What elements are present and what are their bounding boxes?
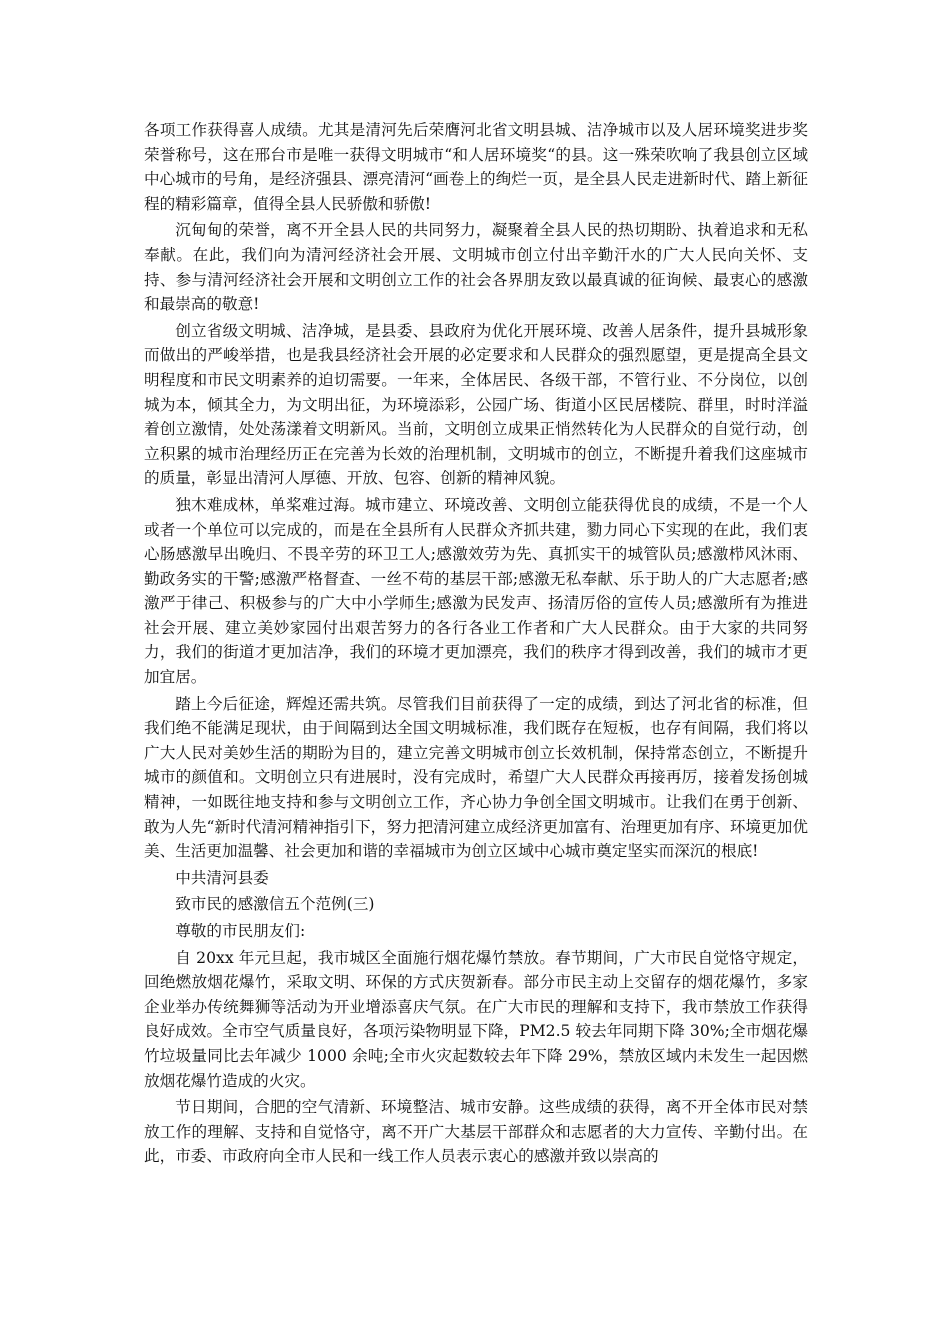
section-title: 致市民的感激信五个范例(三) <box>175 895 375 914</box>
salutation: 尊敬的市民朋友们: <box>175 922 306 940</box>
body-paragraph-4: 独木难成林，单桨难过海。城市建立、环境改善、文明创立能获得优良的成绩，不是一个人或者一个单位可以完成的，而是在全县所有人民群众齐抓共建，勠力同心下实现的在此，我们衷心肠感激早出晚归、不畏辛劳的环卫工人;感激效劳为先、真抓实干的城管队员;感激栉风沐雨、勤政务实的干警;感激严格督查、一丝不苟的基层干部;感激无私奉献、乐于助人的广大志愿者;感激严于律己、积极参与的广大中小学师生;感激为民发声、扬清厉俗的宣传人员;感激所有为推进社会开展、建立美妙家园付出艰苦努力的各行各业工作者和广大人民群众。由于大家的共同努力，我们的街道才更加洁净，我们的环境才更加漂亮，我们的秩序才得到改善，我们的城市才更加宜居。 <box>144 495 808 687</box>
document-page <box>144 118 808 1171</box>
body-paragraph-3: 创立省级文明城、洁净城，是县委、县政府为优化开展环境、改善人居条件，提升县城形象而做出的严峻举措，也是我县经济社会开展的必定要求和人民群众的强烈愿望，更是提高全县文明程度和市民文明素养的迫切需要。一年来，全体居民、各级干部，不管行业、不分岗位，以创城为本，倾其全力，为文明出征，为环境添彩，公园广场、街道小区民居楼院、群里，时时洋溢着创立激情，处处荡漾着文明新风。当前，文明创立成果正悄然转化为人民群众的自觉行动，创立积累的城市治理经历正在完善为长效的治理机制，文明城市的创立，不断提升着我们这座城市的质量，彰显出清河人厚德、开放、包容、创新的精神风貌。 <box>144 321 808 488</box>
signature: 中共清河县委 <box>175 868 269 887</box>
body-paragraph-2: 沉甸甸的荣誉，离不开全县人民的共同努力，凝聚着全县人民的热切期盼、执着追求和无私奉献。在此，我们向为清河经济社会开展、文明城市创立付出辛勤汗水的广大人民向关怀、支持、参与清河经济社会开展和文明创立工作的社会各界朋友致以最真诚的征询候、最衷心的感激和最崇高的敬意! <box>144 221 808 314</box>
body-paragraph-5: 踏上今后征途，辉煌还需共筑。尽管我们目前获得了一定的成绩，到达了河北省的标准，但我们绝不能满足现状，由于间隔到达全国文明城标准，我们既存在短板，也存有间隔，我们将以广大人民对美妙生活的期盼为目的，建立完善文明城市创立长效机制，保持常态创立，不断提升城市的颜值和。文明创立只有进展时，没有完成时，希望广大人民群众再接再厉，接着发扬创城精神，一如既往地支持和参与文明创立工作，齐心协力争创全国文明城市。让我们在勇于创新、敢为人先“新时代清河精神指引下，努力把清河建立成经济更加富有、治理更加有序、环境更加优美、生活更加温馨、社会更加和谐的幸福城市为创立区域中心城市奠定坚实而深沉的根底! <box>144 694 808 861</box>
body-paragraph-7: 节日期间，合肥的空气清新、环境整洁、城市安静。这些成绩的获得，离不开全体市民对禁放工作的理解、支持和自觉恪守，离不开广大基层干部群众和志愿者的大力宣传、辛勤付出。在此，市委、市政府向全市人民和一线工作人员表示衷心的感激并致以崇高的 <box>144 1098 808 1166</box>
body-paragraph-6: 自 20xx 年元旦起，我市城区全面施行烟花爆竹禁放。春节期间，广大市民自觉恪守规定，回绝燃放烟花爆竹，采取文明、环保的方式庆贺新春。部分市民主动上交留存的烟花爆竹，多家企业举办传统舞狮等活动为开业增添喜庆气氛。在广大市民的理解和支持下，我市禁放工作获得良好成效。全市空气质量良好，各项污染物明显下降，PM2.5 较去年同期下降 30%;全市烟花爆竹垃圾量同比去年减少 1000 余吨;全市火灾起数较去年下降 29%，禁放区域内未发生一起因燃放烟花爆竹造成的火灾。 <box>144 948 808 1090</box>
body-paragraph-1: 各项工作获得喜人成绩。尤其是清河先后荣膺河北省文明县城、洁净城市以及人居环境奖进步奖荣誉称号，这在邢台市是唯一获得文明城市“和人居环境奖“的县。这一殊荣吹响了我县创立区域中心城市的号角，是经济强县、漂亮清河“画卷上的绚烂一页，是全县人民走进新时代、踏上新征程的精彩篇章，值得全县人民骄傲和骄傲! <box>144 121 808 213</box>
